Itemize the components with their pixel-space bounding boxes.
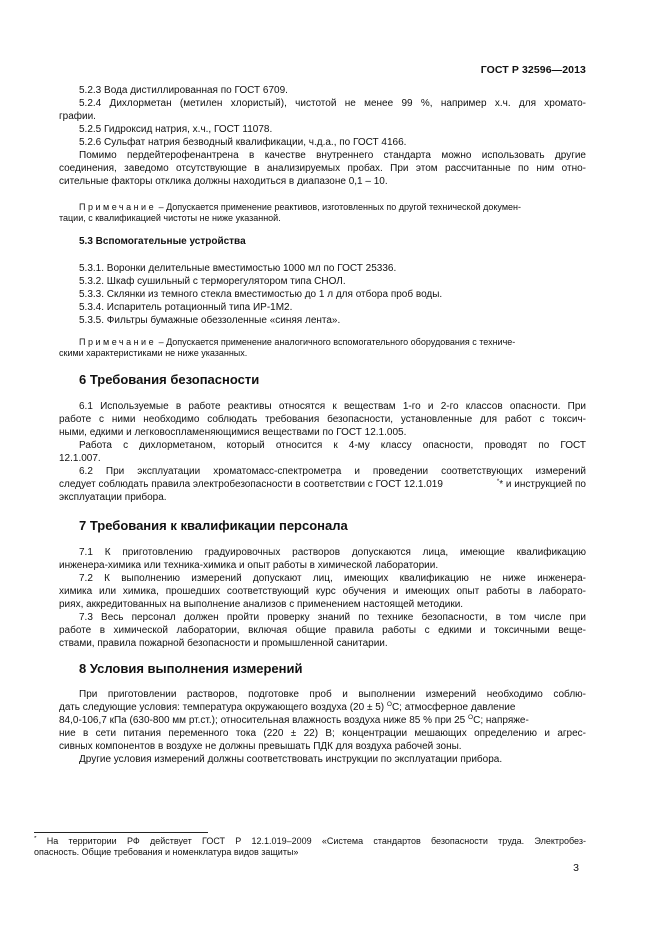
text-line: [59, 714, 586, 727]
text-line: сивных компонентов в воздухе не должны превышать ПДК для воздуха рабочей зоны.: [59, 741, 462, 752]
text-line: 12.1.007.: [59, 453, 101, 464]
text-fragment: следует соблюдать правила электробезопасности в соответствии с ГОСТ 12.1.019: [59, 479, 443, 490]
text-line: При приготовлении растворов, подготовке проб и выполнении измерений необходимо соблю-: [79, 689, 586, 700]
text-fragment: С; атмосферное давление: [391, 702, 516, 713]
note-equipment: [59, 337, 586, 359]
text-line: 7.2 К выполнению измерений допускают лиц, имеющих квалификацию не ниже инженера-: [79, 573, 586, 584]
section-6-body: [59, 400, 586, 504]
subsection-title: 5.3 Вспомогательные устройства: [79, 236, 246, 247]
text-line: 5.3.4. Испаритель ротационный типа ИР-1М2.: [79, 302, 293, 313]
text-fragment: 84,0-106,7 кПа (630-800 мм рт.ст.); относительная влажность воздуха ниже 85 % при 25: [59, 715, 469, 726]
text-line: 5.2.6 Сульфат натрия безводный квалификации, ч.д.а., по ГОСТ 4166.: [79, 137, 407, 148]
text-line: 5.3.5. Фильтры бумажные обеззоленные «синяя лента».: [79, 315, 341, 326]
note-reagents: [59, 202, 586, 224]
degree-mark: O: [386, 701, 392, 708]
text-line: 5.2.4 Дихлорметан (метилен хлористый), чистотой не менее 99 %, например х.ч. для хромато-: [79, 98, 586, 109]
section-8-body: [59, 688, 586, 766]
footnote-ref: *: [496, 478, 500, 485]
degree-mark: O: [468, 714, 474, 721]
note-text: – Допускается применение аналогичного вспомогательного оборудования с техниче-: [156, 337, 516, 347]
text-line: ние в сети питания переменного тока (220 ± 22) В; концентрации мешающих определению и агрес-: [59, 728, 586, 739]
text-line: Другие условия измерений должны соответствовать инструкции по эксплуатации прибора.: [79, 754, 503, 765]
note-label: Примечание: [79, 202, 157, 212]
text-line: риях, аккредитованных на выполнение анализов с применением настоящей методики.: [59, 599, 464, 610]
footnote: [34, 836, 586, 858]
text-line: [59, 478, 586, 491]
section-8-title: 8 Условия выполнения измерений: [79, 661, 303, 676]
text-fragment: * и инструкцией по: [499, 479, 586, 490]
text-line: сительные факторы отклика должны находиться в диапазоне 0,1 – 10.: [59, 176, 388, 187]
text-line: Работа с дихлорметаном, который относится к 4-му классу опасности, проводят по ГОСТ: [79, 440, 586, 451]
text-line: 5.3.3. Склянки из темного стекла вместимостью до 1 л для отбора проб воды.: [79, 289, 443, 300]
text-line: работе с ними необходимо соблюдать требования безопасности, установленные для работ с токсич-: [59, 414, 586, 425]
reagents-block: [59, 84, 586, 188]
note-label: Примечание: [79, 337, 157, 347]
text-fragment: С; напряже-: [473, 715, 529, 726]
text-line: соединения, заведомо отсутствующие в анализируемых пробах. При этом рассчитанные по ним отно-: [59, 163, 586, 174]
text-line: инженера-химика или техника-химика и опыт работы в химической лаборатории.: [59, 560, 439, 571]
text-line: графии.: [59, 111, 96, 122]
text-line: 5.2.3 Вода дистиллированная по ГОСТ 6709.: [79, 85, 288, 96]
text-line: [59, 701, 586, 714]
text-line: работе в химической лаборатории, включая общие правила работы с едкими и токсичными веще-: [59, 625, 586, 636]
text-line: химика или химика, прошедших соответствующий курс обучения и имеющих опыт работы в лаборато-: [59, 586, 586, 597]
text-line: 7.1 К приготовлению градуировочных растворов допускаются лица, имеющие квалификацию: [79, 547, 586, 558]
note-text: – Допускается применение реактивов, изготовленных по другой технической докумен-: [156, 202, 521, 212]
text-line: 5.3.2. Шкаф сушильный с терморегулятором типа СНОЛ.: [79, 276, 346, 287]
text-fragment: дать следующие условия: температура окружающего воздуха (20 ± 5): [59, 702, 387, 713]
footnote-text: На территории РФ действует ГОСТ Р 12.1.019–2009 «Система стандартов безопасности труда. Электробез-: [36, 836, 586, 846]
text-line: 5.3.1. Воронки делительные вместимостью 1000 мл по ГОСТ 25336.: [79, 263, 397, 274]
note-text: скими характеристиками не ниже указанных.: [59, 348, 248, 358]
text-line: 7.3 Весь персонал должен пройти проверку знаний по технике безопасности, в том числе при: [79, 612, 586, 623]
footnote-divider: [34, 832, 208, 833]
text-line: Помимо пердейтерофенантрена в качестве внутреннего стандарта можно использовать другие: [79, 150, 586, 161]
auxiliary-devices-block: [79, 262, 586, 327]
page-number: 3: [573, 862, 579, 874]
section-7-title: 7 Требования к квалификации персонала: [79, 518, 348, 533]
text-line: эксплуатации прибора.: [59, 492, 167, 503]
document-header: ГОСТ Р 32596—2013: [480, 64, 586, 76]
section-7-body: [59, 546, 586, 650]
section-6-title: 6 Требования безопасности: [79, 372, 260, 387]
footnote-text: опасность. Общие требования и номенклатура видов защиты»: [34, 847, 299, 857]
text-line: ствами, правила пожарной безопасности и промышленной санитарии.: [59, 638, 388, 649]
text-line: 5.2.5 Гидроксид натрия, х.ч., ГОСТ 11078.: [79, 124, 273, 135]
text-line: 6.2 При эксплуатации хроматомасс-спектрометра и проведении соответствующих измерений: [79, 466, 586, 477]
text-line: ными, едкими и легковоспламеняющимися веществами по ГОСТ 12.1.005.: [59, 427, 407, 438]
footnote-mark: *: [34, 836, 37, 842]
text-line: 6.1 Используемые в работе реактивы относятся к веществам 1-го и 2-го классов опасности. При: [79, 401, 586, 412]
note-text: тации, с квалификацией чистоты не ниже указанной.: [59, 213, 281, 223]
